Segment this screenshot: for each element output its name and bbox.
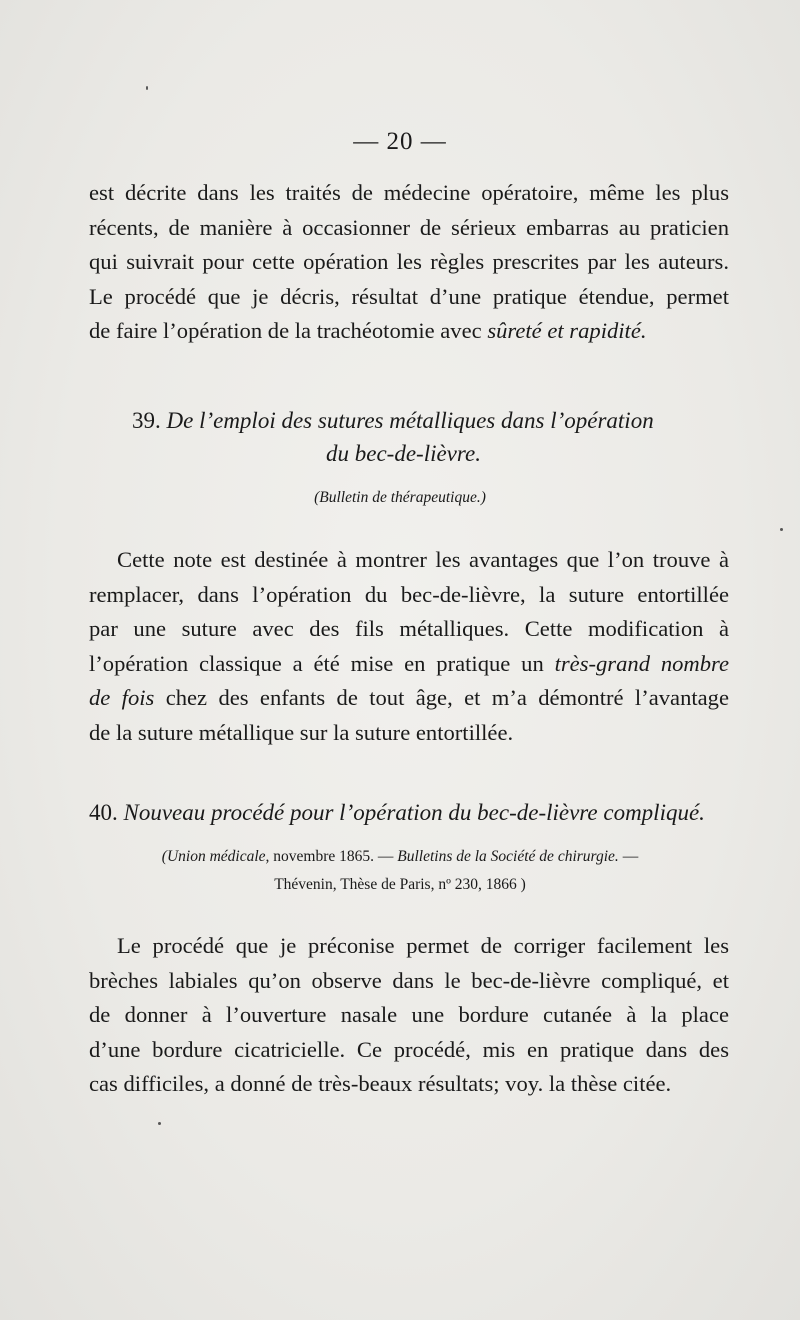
- page-number: — 20 —: [353, 128, 447, 155]
- source-dash: —: [618, 848, 639, 865]
- source-line: [162, 848, 638, 865]
- section-title: De l’emploi des sutures métalliques dans l’opération: [166, 408, 654, 433]
- text-line: [89, 681, 729, 716]
- text-line: qui suivrait pour cette opération les règles prescrites par les auteurs.: [89, 249, 729, 274]
- ink-speck: [780, 528, 783, 531]
- emphasis-text: de fois: [89, 685, 155, 710]
- source-line: Thévenin, Thèse de Paris, nº 230, 1866 ): [274, 876, 526, 893]
- ink-speck: [146, 86, 148, 90]
- section-number: 40.: [89, 800, 118, 825]
- text-line: Le procédé que je décris, résultat d’une pratique étendue, permet: [89, 283, 729, 309]
- section-40-heading: [89, 796, 729, 830]
- text-run: de faire l’opération de la trachéotomie avec: [89, 318, 488, 343]
- source-citation: (Bulletin de thérapeutique.): [314, 489, 486, 506]
- section-40-paragraph: [89, 929, 729, 1102]
- source-journal: Bulletins de la Société de chirurgie.: [397, 848, 619, 865]
- emphasis-text: sûreté et rapidité.: [487, 318, 647, 343]
- text-line: de la suture métallique sur la suture entortillée.: [89, 719, 514, 745]
- text-line: est décrite dans les traités de médecine opératoire, même les plus: [89, 180, 729, 205]
- section-39-paragraph: [89, 543, 729, 750]
- ink-speck: [158, 1122, 161, 1125]
- section-39-source: [0, 484, 800, 512]
- text-line: [89, 647, 729, 682]
- text-line: par une suture avec des fils métalliques. Cette modification à: [89, 616, 729, 641]
- source-journal: (Union médicale,: [161, 848, 270, 865]
- section-39-heading-cont: [326, 437, 481, 471]
- section-40-source: [0, 843, 800, 899]
- text-line: cas difficiles, a donné de très-beaux résultats; voy. la thèse citée.: [89, 1071, 672, 1096]
- intro-paragraph: [89, 176, 729, 349]
- text-line: d’une bordure cicatricielle. Ce procédé, mis en pratique dans des: [89, 1036, 729, 1062]
- section-title: Nouveau procédé pour l’opération du bec-de-lièvre compliqué.: [123, 800, 705, 825]
- text-line: [89, 314, 729, 349]
- section-title: du bec-de-lièvre.: [326, 441, 481, 466]
- text-line: de donner à l’ouverture nasale une bordure cutanée à la place: [89, 1002, 729, 1027]
- text-run: l’opération classique a été mise en pratique un: [89, 650, 555, 676]
- text-line: Le procédé que je préconise permet de corriger facilement les: [117, 933, 729, 958]
- emphasis-text: très-grand nombre: [554, 650, 730, 676]
- text-line: Cette note est destinée à montrer les avantages que l’on trouve à: [117, 547, 729, 572]
- text-line: brèches labiales qu’on observe dans le bec-de-lièvre compliqué, et: [89, 967, 729, 993]
- source-date: novembre 1865. —: [269, 848, 398, 865]
- text-line: remplacer, dans l’opération du bec-de-lièvre, la suture entortillée: [89, 581, 729, 607]
- section-number: 39.: [132, 408, 161, 433]
- text-run: chez des enfants de tout âge, et m’a démontré l’avantage: [154, 685, 729, 710]
- text-line: récents, de manière à occasionner de sérieux embarras au praticien: [89, 214, 729, 240]
- section-39-heading: [132, 404, 654, 438]
